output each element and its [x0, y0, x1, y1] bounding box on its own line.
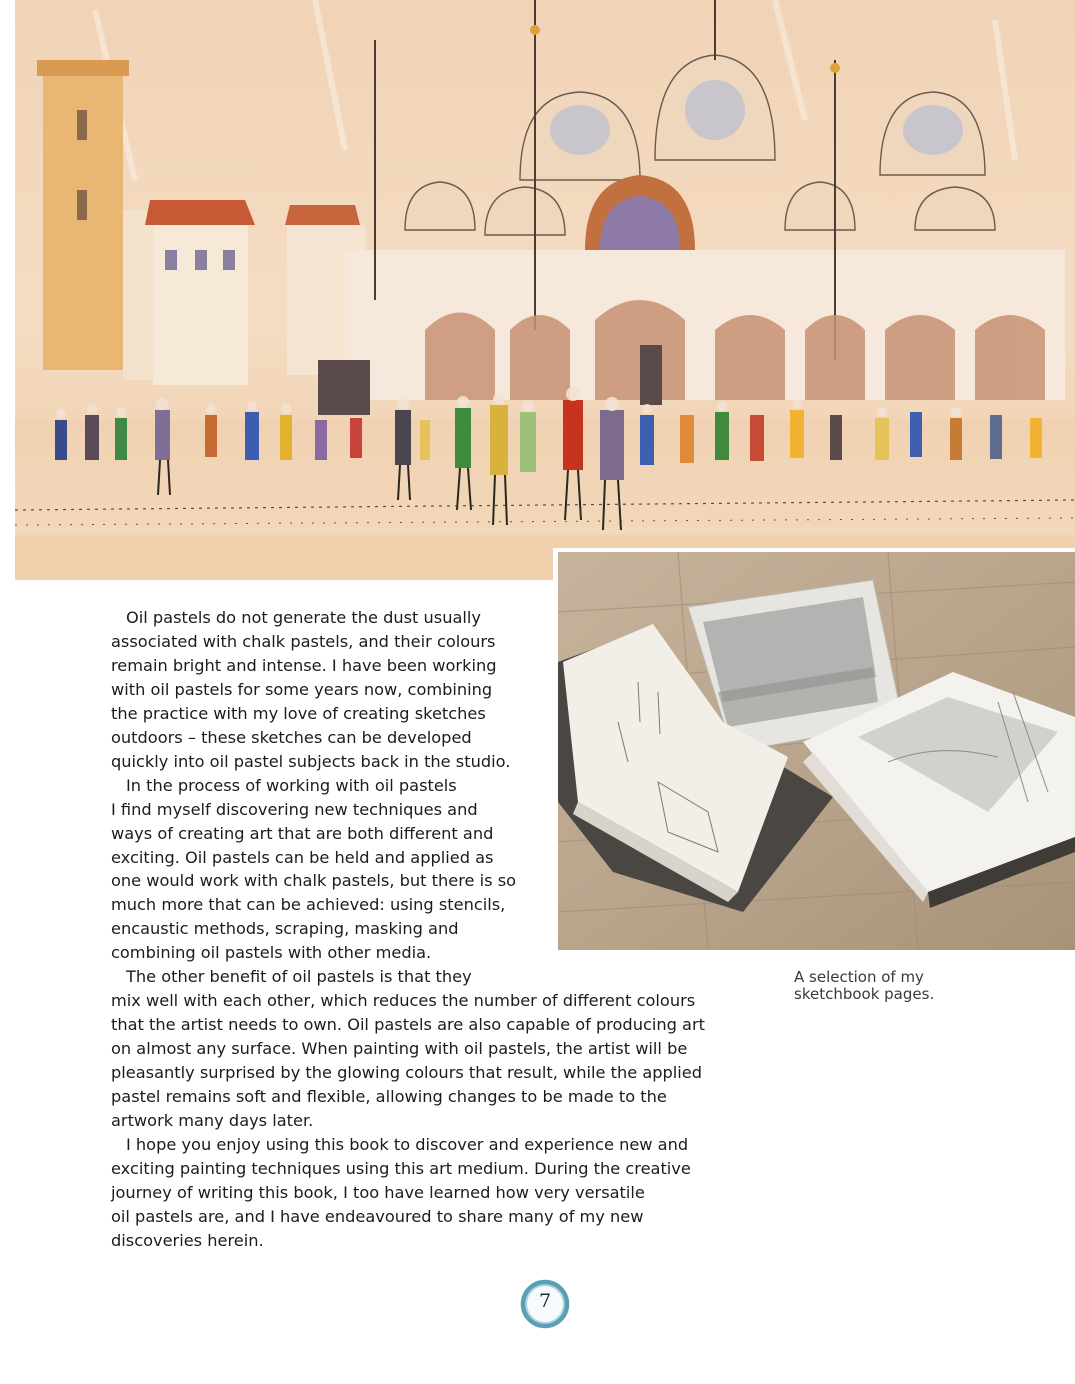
paragraph-2-line: ways of creating art that are both different and: [111, 823, 494, 843]
paragraph-2-line: exciting. Oil pastels can be held and applied as: [111, 847, 494, 867]
paragraph-1-line: with oil pastels for some years now, combining: [111, 679, 493, 699]
paragraph-2-line: encaustic methods, scraping, masking and: [111, 919, 459, 939]
paragraph-4-line: oil pastels are, and I have endeavoured to share many of my new: [111, 1206, 644, 1226]
paragraph-4-line: journey of writing this book, I too have learned how very versatile: [111, 1182, 645, 1202]
paragraph-3-line: on almost any surface. When painting with oil pastels, the artist will be: [111, 1039, 688, 1059]
page-number-badge: [519, 1278, 571, 1330]
paragraph-2-line: In the process of working with oil pastels: [126, 775, 457, 795]
paragraph-4-line: I hope you enjoy using this book to discover and experience new and: [126, 1134, 689, 1154]
body-text: [111, 606, 705, 1253]
page-number: 7: [538, 1290, 552, 1312]
paragraph-1-line: associated with chalk pastels, and their colours: [111, 631, 496, 651]
paragraph-4-line: exciting painting techniques using this art medium. During the creative: [111, 1158, 691, 1178]
paragraph-2-line: I find myself discovering new techniques and: [111, 799, 478, 819]
paragraph-3-line: pastel remains soft and flexible, allowing changes to be made to the: [111, 1087, 667, 1107]
paragraph-1-line: remain bright and intense. I have been working: [111, 655, 497, 675]
paragraph-1-line: Oil pastels do not generate the dust usually: [126, 608, 481, 627]
paragraph-2-line: much more that can be achieved: using stencils,: [111, 895, 506, 915]
paragraph-3-line: mix well with each other, which reduces the number of different colours: [111, 991, 696, 1011]
paragraph-2-line: combining oil pastels with other media.: [111, 943, 432, 963]
paragraph-2-line: one would work with chalk pastels, but there is so: [111, 871, 517, 891]
hero-painting: [15, 0, 1075, 580]
caption-line: A selection of my: [794, 968, 924, 986]
paragraph-3-line: that the artist needs to own. Oil pastels are also capable of producing art: [111, 1015, 705, 1035]
photo-caption: [794, 969, 994, 1003]
paragraph-3-line: pleasantly surprised by the glowing colours that result, while the applied: [111, 1063, 703, 1083]
caption-line: sketchbook pages.: [794, 985, 935, 1003]
paragraph-1-line: quickly into oil pastel subjects back in the studio.: [111, 751, 511, 771]
paragraph-1-line: outdoors – these sketches can be developed: [111, 727, 472, 747]
paragraph-1-line: the practice with my love of creating sketches: [111, 703, 486, 723]
paragraph-4-line: discoveries herein.: [111, 1230, 264, 1250]
paragraph-3-line: artwork many days later.: [111, 1111, 314, 1131]
paragraph-3-line: The other benefit of oil pastels is that they: [126, 967, 472, 987]
st-marks-painting-image: [15, 0, 1075, 580]
